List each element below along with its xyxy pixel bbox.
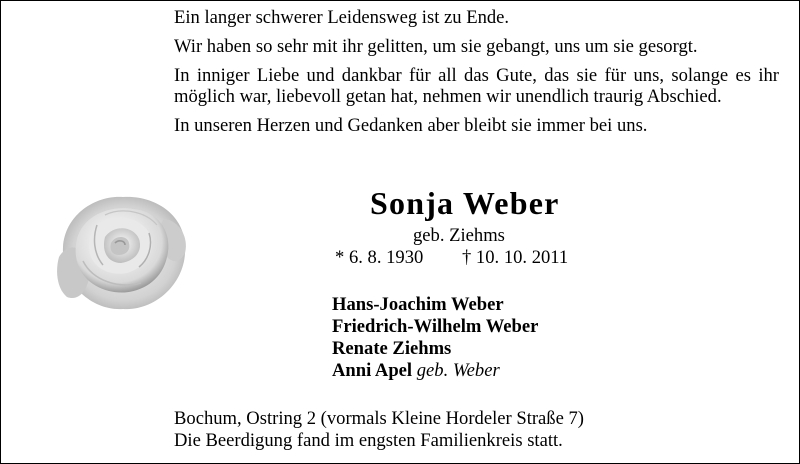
birth-date: * 6. 8. 1930 <box>335 247 424 268</box>
deceased-name: Sonja Weber <box>370 185 560 221</box>
life-dates <box>335 247 568 269</box>
intro-text <box>174 7 779 144</box>
intro-paragraph: Wir haben so sehr mit ihr gelitten, um sie gebangt, uns um sie gesorgt. <box>174 36 698 57</box>
mourner-item <box>332 294 538 316</box>
footer-text <box>174 408 584 452</box>
mourner-name: Friedrich-Wilhelm Weber <box>332 316 539 337</box>
mourner-item <box>332 360 538 382</box>
mourner-name: Hans-Joachim Weber <box>332 294 504 315</box>
mourner-note: geb. Weber <box>416 360 500 381</box>
mourner-name: Anni Apel <box>332 360 413 381</box>
address-line: Bochum, Ostring 2 (vormals Kleine Hordeler Straße 7) <box>174 408 584 429</box>
intro-paragraph: In unseren Herzen und Gedanken aber bleibt sie immer bei uns. <box>174 115 648 136</box>
mourner-item <box>332 316 538 338</box>
intro-paragraph: In inniger Liebe und dankbar für all das Gute, das sie für uns, solange es ihr möglich war, liebevoll getan hat, nehmen wir unendlich traurig Abschied. <box>174 65 779 107</box>
funeral-line: Die Beerdigung fand im engsten Familienkreis statt. <box>174 430 563 451</box>
mourner-item <box>332 338 538 360</box>
intro-paragraph: Ein langer schwerer Leidensweg ist zu Ende. <box>174 7 510 28</box>
mourners-list <box>332 294 538 382</box>
birth-name: geb. Ziehms <box>413 225 505 246</box>
death-date: † 10. 10. 2011 <box>461 247 569 268</box>
mourner-name: Renate Ziehms <box>332 338 452 359</box>
rose-image <box>53 185 193 317</box>
